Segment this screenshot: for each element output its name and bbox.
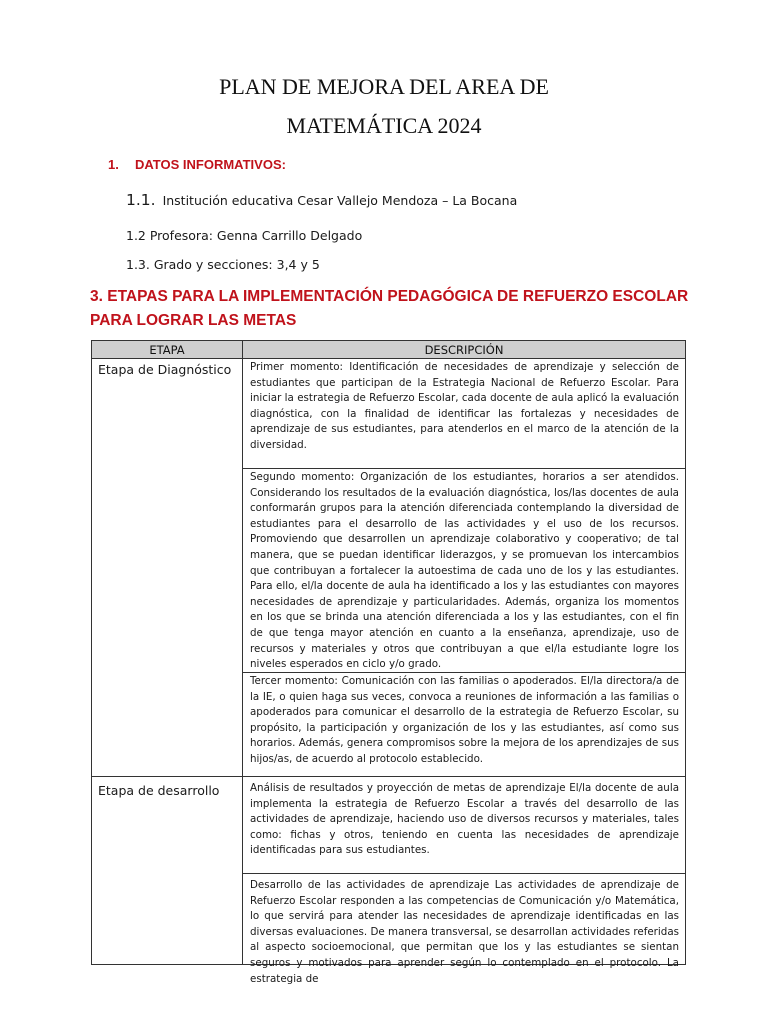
stage-cell — [92, 777, 243, 965]
description-desarrollo-actividades: Desarrollo de las actividades de aprendizaje Las actividades de aprendizaje de Refuerzo Escolar responden a las competencias de Comunicación y/o Matemática, lo que servirá para atender las necesidades de aprendizaje identificadas en las diversas evaluaciones. De manera transversal, se desarrollan actividades referidas al aspecto socioemocional, que permitan que los y las estudiantes se sientan seguros y motivados para aprender según lo contemplado en el protocolo. La estrategia de — [243, 873, 685, 964]
column-header-descripcion: DESCRIPCIÓN — [243, 341, 686, 359]
column-header-etapa: ETAPA — [92, 341, 243, 359]
section1-number: 1. — [108, 157, 119, 172]
stages-table — [91, 340, 686, 985]
table-row — [92, 777, 686, 965]
info-institution-text: Institución educativa Cesar Vallejo Mendoza – La Bocana — [162, 193, 518, 208]
description-primer-momento: Primer momento: Identificación de necesidades de aprendizaje y selección de estudiantes que participan de la Estrategia Nacional de Refuerzo Escolar. Para iniciar la estrategia de Refuerzo Escolar, cada docente de aula aplicó la evaluación diagnóstica, con la finalidad de identificar las fortalezas y necesidades de aprendizaje de sus estudiantes, para atenderlos en el marco de la atención de la diversidad. — [250, 361, 679, 451]
info-institution-number: 1.1. — [126, 191, 156, 209]
table-row — [92, 359, 686, 777]
description-cell — [243, 359, 686, 777]
stage-cell — [92, 359, 243, 777]
section1-heading — [108, 157, 286, 172]
section3-heading: 3. ETAPAS PARA LA IMPLEMENTACIÓN PEDAGÓGICA DE REFUERZO ESCOLAR PARA LOGRAR LAS METAS — [90, 288, 689, 329]
description-cell — [243, 777, 686, 985]
table-header-row — [92, 341, 686, 359]
stage-label: Etapa de desarrollo — [98, 783, 220, 798]
info-teacher: 1.2 Profesora: Genna Carrillo Delgado — [126, 228, 363, 243]
document-title-line1: PLAN DE MEJORA DEL AREA DE — [219, 74, 549, 99]
document-title-line2: MATEMÁTICA 2024 — [286, 113, 482, 138]
description-tercer-momento: Tercer momento: Comunicación con las familias o apoderados. El/la directora/a de la IE, o quien haga sus veces, convoca a reuniones de información a las familias o apoderados para comunicar el desarrollo de la estrategia de Refuerzo Escolar, su propósito, la participación y organización de los y las estudiantes, así como sus horarios. Además, genera compromisos sobre la mejora de los aprendizajes de sus hijos/as, de acuerdo al protocolo establecido. — [243, 672, 685, 776]
info-grades: 1.3. Grado y secciones: 3,4 y 5 — [126, 257, 320, 272]
description-analisis: Análisis de resultados y proyección de metas de aprendizaje El/la docente de aula implementa la estrategia de Refuerzo Escolar a través del desarrollo de las actividades de aprendizaje, haciendo uso de diversos recursos y materiales, tales como: fichas y otros, teniendo en cuenta las necesidades de aprendizaje identificadas para sus estudiantes. — [250, 782, 679, 857]
description-segundo-momento: Segundo momento: Organización de los estudiantes, horarios a ser atendidos. Considerando los resultados de la evaluación diagnóstica, los/las docentes de aula conformarán grupos para la atención diferenciada contemplando la diversidad de estudiantes para el desarrollo de las actividades y el uso de los recursos. Promoviendo que desarrollen un aprendizaje colaborativo y cooperativo; de tal manera, que se puedan identificar liderazgos, y se promuevan los intercambios que contribuyan a fortalecer la autoestima de cada uno de los y las estudiantes. Para ello, el/la docente de aula ha identificado a los y las estudiantes con mayores necesidades de aprendizaje y particularidades. Además, organiza los momentos en los que se brinda una atención diferenciada a los y las estudiantes, con el fin de que tenga mayor atención en cuanto a la enseñanza, aprendizaje, uso de recursos y materiales y otros que contribuyan a que el/la estudiante logre los niveles esperados en ciclo y/o grado. — [243, 468, 685, 672]
info-institution — [126, 191, 517, 209]
stage-label: Etapa de Diagnóstico — [98, 362, 232, 377]
section1-title: DATOS INFORMATIVOS: — [135, 157, 286, 172]
